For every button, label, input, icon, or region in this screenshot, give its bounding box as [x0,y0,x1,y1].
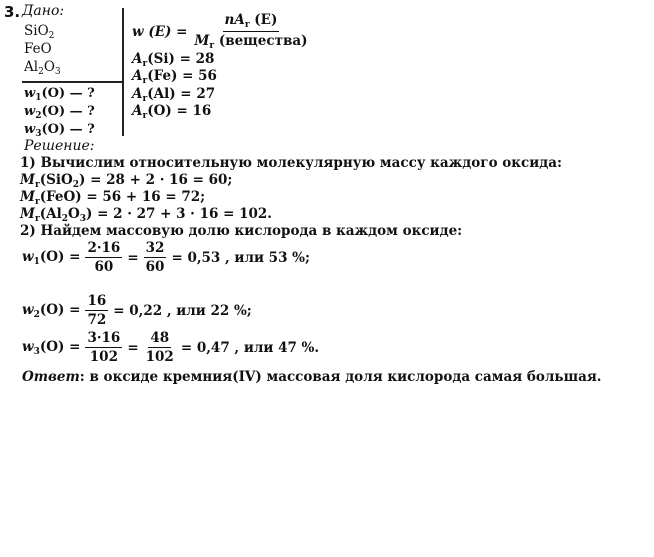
given-al2o3: $Al_2O_3$ [24,59,61,77]
given-sio2: SiO$_2$ [24,23,55,41]
molar-feo: $M_r(FeO) = 56 + 16 = 72$; [20,189,206,207]
step-2: 2) Найдем массовую долю кислорода в каждом оксиде: [20,223,463,239]
answer: Ответ: в оксиде кремния(IV) массовая доля кислорода самая большая. [22,369,602,385]
given-feo: FeO [24,41,52,57]
molar-al2o3: $M_r(Al_2O_3) = 2 \cdot 27 + 3 \cdot 16 = 102$. [20,206,272,224]
w2-calculation: $w_2(O)$ = $\frac{16}{72}$ = 0,22 , или 22 %; [22,293,252,328]
mass-fraction-formula [132,12,314,51]
find-w1: $w_1(O)$ — ? [24,86,95,103]
find-w2: $w_2(O)$ — ? [24,104,95,121]
molar-sio2: $M_r(SiO_2) = 28 + 2 \cdot 16 = 60$; [20,172,233,190]
formula-denominator: $M_r$ (вещества) [194,33,308,51]
problem-number: 3. [4,3,21,21]
formula-lhs: w (E) = [132,23,188,40]
solution-label: Решение: [24,138,95,154]
w1-calculation: $w_1(O)$ = $\frac{2\cdot 16}{60}$ = $\frac{32}{60}$ = 0,53 , или 53 %; [22,240,310,275]
mass-al: $A_r(Al) = 27$ [132,86,216,104]
find-w3: $w_3(O)$ — ? [24,122,95,139]
formula-numerator: $nA_r$ (E) [224,12,278,30]
step-1: 1) Вычислим относительную молекулярную массу каждого оксида: [20,155,562,171]
mass-fe: $A_r(Fe) = 56$ [132,68,217,86]
given-divider [22,81,123,83]
mass-si: $A_r(Si) = 28$ [132,51,215,69]
mass-o: $A_r(O) = 16$ [132,103,212,121]
given-label: Дано: [22,3,65,19]
given-vertical-divider [122,8,124,136]
w3-calculation: $w_3(O)$ = $\frac{3\cdot 16}{102}$ = $\frac{48}{102}$ = 0,47 , или 47 %. [22,330,320,365]
